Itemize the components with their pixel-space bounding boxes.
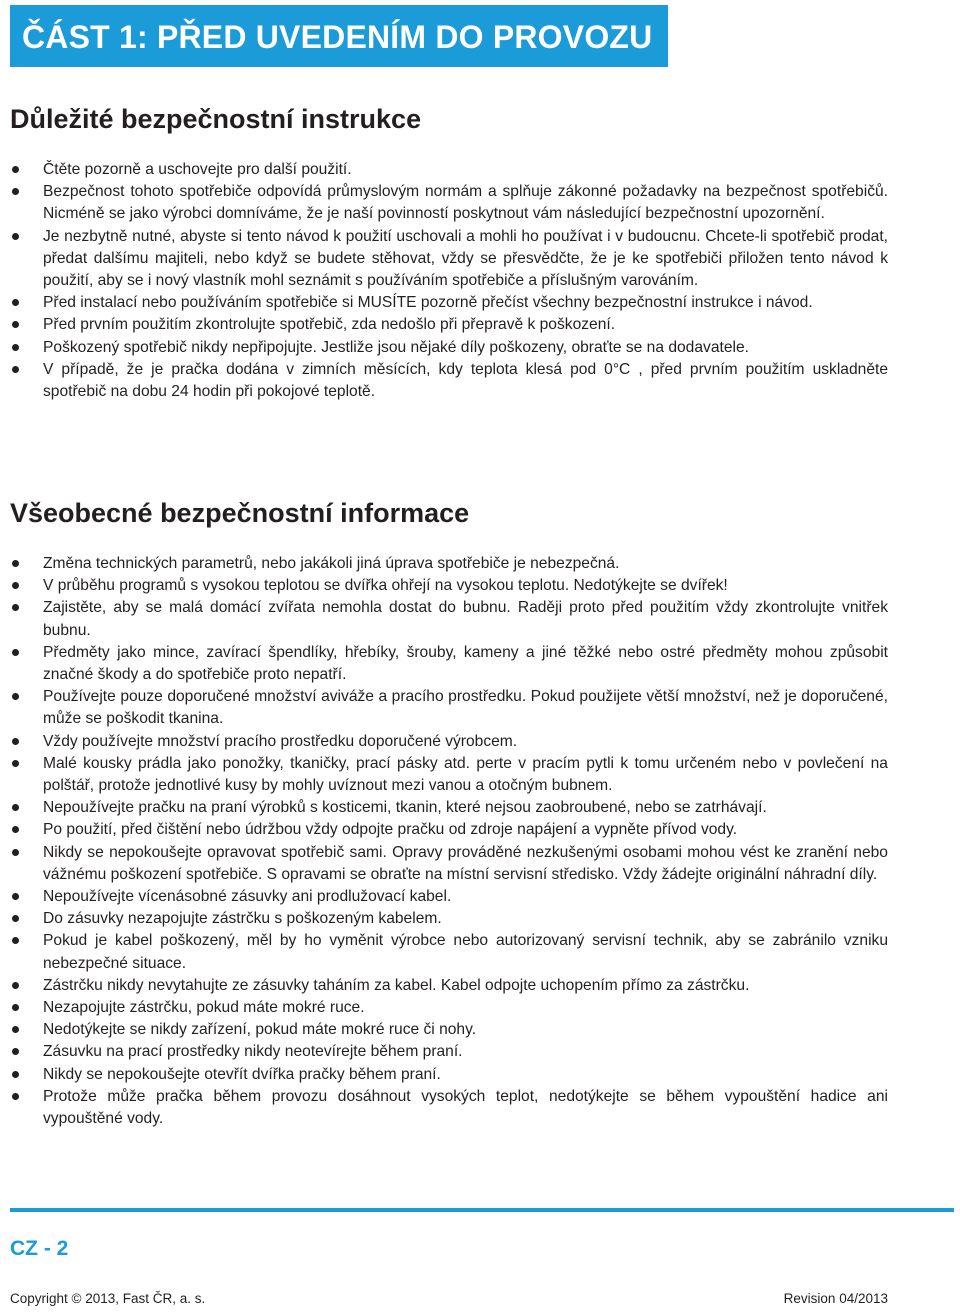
page-number: CZ - 2 xyxy=(10,1237,69,1260)
chapter-banner: ČÁST 1: PŘED UVEDENÍM DO PROVOZU xyxy=(10,5,668,67)
list-item-text: Poškozený spotřebič nikdy nepřipojujte. Jestliže jsou nějaké díly poškozeny, obraťte se na dodavatele. xyxy=(43,338,749,356)
bullet-icon xyxy=(12,166,19,173)
bullet-icon xyxy=(12,826,19,833)
list-item xyxy=(43,819,888,841)
list-item xyxy=(43,1019,888,1041)
bullet-icon xyxy=(12,560,19,567)
list-item xyxy=(43,337,888,359)
list-item-text: Nedotýkejte se nikdy zařízení, pokud máte mokré ruce či nohy. xyxy=(43,1021,477,1039)
bullet-icon xyxy=(12,915,19,922)
list-item xyxy=(43,1041,888,1063)
list-item xyxy=(43,642,888,686)
list-item-text: Je nezbytně nutné, abyste si tento návod k použití uschovali a mohli ho používat i v budoucnu. Chcete-li spotřebič prodat, předat dalšímu majiteli, nebo když se budete stěhovat, vždy se přesvědčte, že je ke spotřebiči přiložen tento návod k použití, aby se i nový vlastník mohl seznámit s používáním spotřebiče a příslušným varováním. xyxy=(43,227,888,290)
list-item-text: Zásuvku na prací prostředky nikdy neotevírejte během praní. xyxy=(43,1043,463,1061)
list-item xyxy=(43,359,888,403)
bullet-icon xyxy=(12,937,19,944)
general-safety-list xyxy=(43,553,888,1130)
list-item xyxy=(43,226,888,293)
section-heading-general-safety: Všeobecné bezpečnostní informace xyxy=(10,498,470,528)
bullet-icon xyxy=(12,804,19,811)
list-item xyxy=(43,553,888,575)
bullet-icon xyxy=(12,893,19,900)
list-item xyxy=(43,753,888,797)
bullet-icon xyxy=(12,1004,19,1011)
bullet-icon xyxy=(12,760,19,767)
revision-label: Revision 04/2013 xyxy=(783,1291,888,1306)
list-item-text: Zajistěte, aby se malá domácí zvířata nemohla dostat do bubnu. Raději proto před použitím vždy zkontrolujte vnitřek bubnu. xyxy=(43,599,888,639)
list-item xyxy=(43,314,888,336)
list-item xyxy=(43,731,888,753)
bullet-icon xyxy=(12,1048,19,1055)
bullet-icon xyxy=(12,1071,19,1078)
list-item-text: Nepoužívejte pračku na praní výrobků s kosticemi, tkanin, které nejsou zaobroubené, nebo se zatrhávají. xyxy=(43,799,767,817)
copyright-notice: Copyright © 2013, Fast ČR, a. s. xyxy=(10,1291,206,1306)
list-item xyxy=(43,997,888,1019)
list-item-text: Nikdy se nepokoušejte opravovat spotřebič sami. Opravy prováděné nezkušenými osobami mohou vést ke zranění nebo vážnému poškození spotřebiče. S opravami se obraťte na místní servisní středisko. Vždy žádejte originální náhradní díly. xyxy=(43,843,888,883)
bullet-icon xyxy=(12,693,19,700)
list-item-text: Čtěte pozorně a uschovejte pro další použití. xyxy=(43,161,352,178)
section-heading-important-instructions: Důležité bezpečnostní instrukce xyxy=(10,104,422,134)
bullet-icon xyxy=(12,366,19,373)
list-item-text: Nepoužívejte vícenásobné zásuvky ani prodlužovací kabel. xyxy=(43,888,452,906)
list-item xyxy=(43,886,888,908)
list-item-text: Bezpečnost tohoto spotřebiče odpovídá průmyslovým normám a splňuje zákonné požadavky na bezpečnost spotřebičů. Nicméně se jako výrobci domníváme, že je naší povinností poskytnout vám následující bezpečnostní upozornění. xyxy=(43,183,888,223)
list-item xyxy=(43,930,888,974)
bullet-icon xyxy=(12,321,19,328)
list-item-text: Nikdy se nepokoušejte otevřít dvířka pračky během praní. xyxy=(43,1065,441,1083)
list-item-text: Po použití, před čištění nebo údržbou vždy odpojte pračku od zdroje napájení a vypněte přívod vody. xyxy=(43,821,738,839)
list-item xyxy=(43,292,888,314)
bullet-icon xyxy=(12,1093,19,1100)
list-item-text: Před instalací nebo používáním spotřebiče si MUSÍTE pozorně přečíst všechny bezpečnostní instrukce i návod. xyxy=(43,294,813,312)
list-item-text: V průběhu programů s vysokou teplotou se dvířka ohřejí na vysokou teplotu. Nedotýkejte se dvířek! xyxy=(43,577,728,595)
list-item xyxy=(43,181,888,225)
list-item xyxy=(43,597,888,641)
footer-divider xyxy=(10,1208,954,1212)
bullet-icon xyxy=(12,1026,19,1033)
important-instructions-list xyxy=(43,159,888,403)
list-item xyxy=(43,1086,888,1130)
bullet-icon xyxy=(12,649,19,656)
bullet-icon xyxy=(12,738,19,745)
bullet-icon xyxy=(12,604,19,611)
list-item xyxy=(43,975,888,997)
list-item-text: Malé kousky prádla jako ponožky, tkaničky, prací pásky atd. perte v pracím pytli k tomu určeném nebo v povlečení na polštář, protože jednotlivé kusy by mohly uvíznout mezi vanou a otočným bubnem. xyxy=(43,754,888,795)
list-item-text: V případě, že je pračka dodána v zimních měsících, kdy teplota klesá pod 0°C , před prvním použitím uskladněte spotřebič na dobu 24 hodin při pokojové teplotě. xyxy=(43,360,888,401)
list-item xyxy=(43,159,888,181)
list-item-text: Nezapojujte zástrčku, pokud máte mokré ruce. xyxy=(43,999,365,1017)
bullet-icon xyxy=(12,188,19,195)
list-item-text: Změna technických parametrů, nebo jakákoli jiná úprava spotřebiče je nebezpečná. xyxy=(43,555,620,572)
list-item xyxy=(43,686,888,730)
list-item-text: Protože může pračka během provozu dosáhnout vysokých teplot, nedotýkejte se během vypouštění hadice ani vypouštěné vody. xyxy=(43,1087,888,1128)
bullet-icon xyxy=(12,344,19,351)
bullet-icon xyxy=(12,849,19,856)
bullet-icon xyxy=(12,982,19,989)
list-item xyxy=(43,1064,888,1086)
list-item-text: Předměty jako mince, zavírací špendlíky, hřebíky, šrouby, kameny a jiné těžké nebo ostré předměty mohou způsobit značné škody a do spotřebiče proto nepatří. xyxy=(43,643,888,684)
list-item-text: Pokud je kabel poškozený, měl by ho vyměnit výrobce nebo autorizovaný servisní technik, aby se zabránilo vzniku nebezpečné situace. xyxy=(43,932,888,972)
list-item xyxy=(43,797,888,819)
bullet-icon xyxy=(12,582,19,589)
list-item-text: Používejte pouze doporučené množství aviváže a pracího prostředku. Pokud použijete větší množství, než je doporučené, může se poškodit tkanina. xyxy=(43,688,888,728)
list-item-text: Před prvním použitím zkontrolujte spotřebič, zda nedošlo při přepravě k poškození. xyxy=(43,316,616,334)
list-item xyxy=(43,842,888,886)
list-item-text: Vždy používejte množství pracího prostředku doporučené výrobcem. xyxy=(43,732,518,750)
list-item-text: Do zásuvky nezapojujte zástrčku s poškozeným kabelem. xyxy=(43,910,442,928)
list-item-text: Zástrčku nikdy nevytahujte ze zásuvky taháním za kabel. Kabel odpojte uchopením přímo za zástrčku. xyxy=(43,976,750,994)
bullet-icon xyxy=(12,233,19,240)
bullet-icon xyxy=(12,299,19,306)
list-item xyxy=(43,908,888,930)
list-item xyxy=(43,575,888,597)
